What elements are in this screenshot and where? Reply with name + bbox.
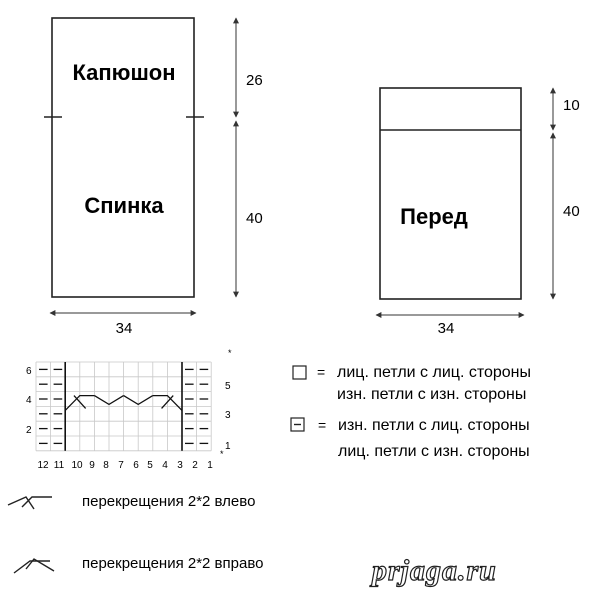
hood-label: Капюшон xyxy=(72,60,176,85)
col-number: 7 xyxy=(118,460,124,471)
col-number: 2 xyxy=(192,460,198,471)
legend-cross-right: перекрещения 2*2 вправо xyxy=(82,555,264,572)
col-number: 12 xyxy=(37,460,49,471)
row-number-1: 1 xyxy=(225,441,231,452)
front-label: Перед xyxy=(400,204,468,229)
empty-cell-symbol xyxy=(293,366,306,379)
back-hood-piece xyxy=(44,18,263,337)
row-number-6: 6 xyxy=(26,366,32,377)
column-numbers xyxy=(37,460,213,471)
back-height-value: 40 xyxy=(246,210,263,227)
front-outline xyxy=(380,88,521,299)
watermark: prjaga.ru xyxy=(372,554,497,587)
empty-cell-equals: = xyxy=(317,364,326,380)
cross-right-symbol xyxy=(14,559,54,573)
front-piece xyxy=(376,88,580,337)
col-number: 11 xyxy=(53,460,65,471)
front-height-value: 40 xyxy=(563,203,580,220)
col-number: 6 xyxy=(133,460,139,471)
back-width-value: 34 xyxy=(115,320,133,337)
col-number: 5 xyxy=(147,460,153,471)
front-width-value: 34 xyxy=(437,320,455,337)
dash-cell-equals: = xyxy=(318,417,327,433)
front-band-value: 10 xyxy=(563,97,580,114)
legend-dash-line2: лиц. петли с изн. стороны xyxy=(338,443,530,460)
row-number-4: 4 xyxy=(26,395,32,406)
legend-cross-left: перекрещения 2*2 влево xyxy=(82,493,256,510)
legend-empty-line2: изн. петли с изн. стороны xyxy=(337,386,527,403)
chart-asterisk-top: * xyxy=(228,348,232,358)
col-number: 8 xyxy=(103,460,109,471)
row-number-3: 3 xyxy=(225,410,231,421)
col-number: 10 xyxy=(71,460,83,471)
hood-height-value: 26 xyxy=(246,72,263,89)
legend-empty-line1: лиц. петли с лиц. стороны xyxy=(337,364,532,381)
cross-left-symbol xyxy=(8,497,52,509)
col-number: 4 xyxy=(162,460,168,471)
legend-dash-line1: изн. петли с лиц. стороны xyxy=(338,417,530,434)
back-label: Спинка xyxy=(84,193,164,218)
chart-grid xyxy=(36,362,211,451)
row-number-2: 2 xyxy=(26,425,32,436)
knitting-chart xyxy=(26,348,232,471)
col-number: 3 xyxy=(177,460,183,471)
col-number: 9 xyxy=(89,460,95,471)
col-number: 1 xyxy=(207,460,213,471)
row-number-5: 5 xyxy=(225,381,231,392)
chart-asterisk-bottom: * xyxy=(220,449,224,459)
